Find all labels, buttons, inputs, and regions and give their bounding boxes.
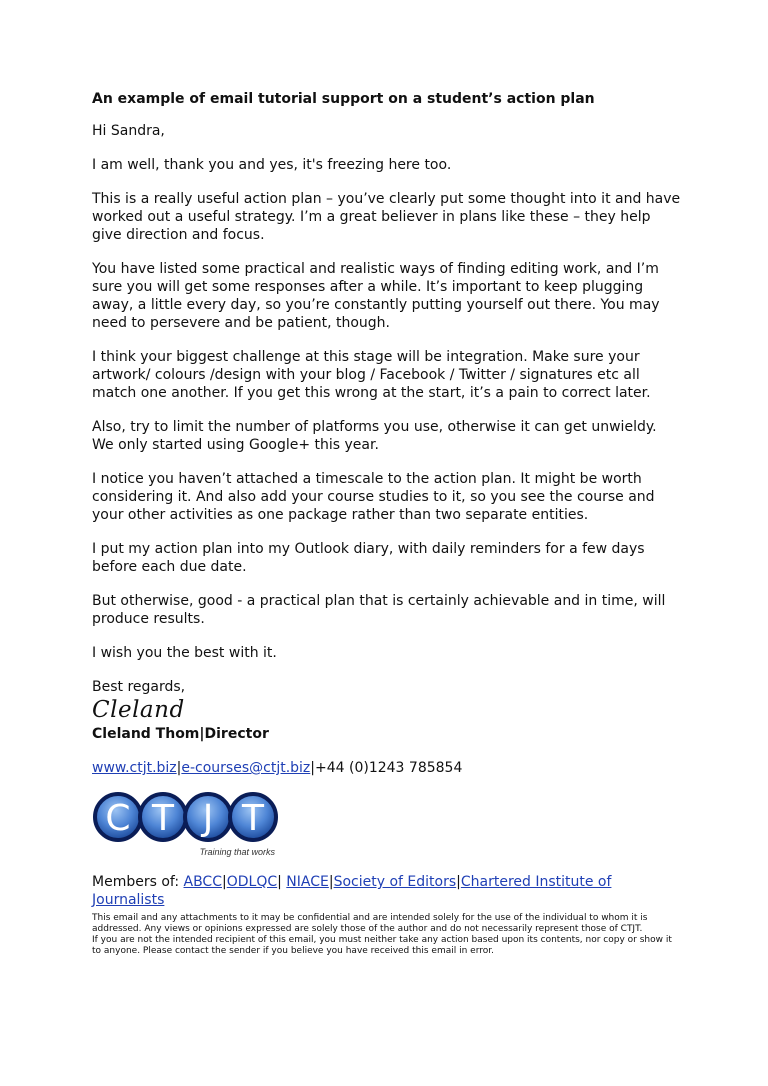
disclaimer-line-1: This email and any attachments to it may be confidential and are intended solely for the use of the individual to whom it is addressed. Any views or opinions expressed are solely those of the author and do not necessarily represent those of CTJT. [92, 913, 648, 934]
memberships-line [92, 873, 682, 909]
member-link-chartered-institute-of-journalists[interactable]: Chartered Institute of Journalists [92, 874, 612, 908]
email-link[interactable]: e-courses@ctjt.biz [181, 760, 311, 776]
sender-name-title: Cleland Thom|Director [92, 726, 269, 742]
members-separator: | [277, 874, 282, 890]
signoff: Best regards, [92, 679, 186, 695]
document-heading: An example of email tutorial support on a student’s action plan [92, 91, 595, 107]
ctjt-logo [92, 789, 282, 859]
email-disclaimer [92, 913, 682, 957]
handwritten-signature: Cleland [92, 697, 185, 723]
paragraph-7: I put my action plan into my Outlook diary, with daily reminders for a few days before each due date. [92, 541, 645, 575]
members-separator: | [456, 874, 461, 890]
members-separator: | [328, 874, 334, 890]
disclaimer-line-2: If you are not the intended recipient of this email, you must neither take any action based upon its contents, nor copy or show it to anyone. Please contact the sender if you believe you have received this email in error. [92, 935, 672, 956]
member-link-abcc[interactable]: ABCC [183, 874, 222, 890]
contact-separator: | [176, 760, 182, 776]
paragraph-1: I am well, thank you and yes, it's freezing here too. [92, 157, 452, 173]
members-label: Members of: [92, 874, 184, 890]
paragraph-6: I notice you haven’t attached a timescale to the action plan. It might be worth considering it. And also add your course studies to it, so you see the course and your other activities as one package rather than two separate entities. [92, 471, 655, 523]
paragraph-5: Also, try to limit the number of platforms you use, otherwise it can get unwieldy. We only started using Google+ this year. [92, 419, 657, 453]
phone-number: +44 (0)1243 785854 [315, 760, 463, 776]
email-document [92, 90, 682, 957]
paragraph-3: You have listed some practical and realistic ways of finding editing work, and I’m sure you will get some responses after a while. It’s important to keep plugging away, a little every day, so you’re constantly putting yourself out there. You may need to persevere and be patient, though. [92, 261, 660, 331]
paragraph-4: I think your biggest challenge at this stage will be integration. Make sure your artwork/ colours /design with your blog / Facebook / Twitter / signatures etc all match one another. If you get this wrong at the start, it’s a pain to correct later. [92, 349, 651, 401]
website-link[interactable]: www.ctjt.biz [92, 760, 177, 776]
paragraph-8: But otherwise, good - a practical plan that is certainly achievable and in time, will produce results. [92, 593, 666, 627]
member-link-society-of-editors[interactable]: Society of Editors [333, 874, 457, 890]
logo-letter: J [202, 798, 214, 839]
logo-letter: C [105, 798, 131, 839]
logo-circle-t1 [140, 794, 186, 840]
members-separator: | [222, 874, 227, 890]
logo-letter: T [152, 798, 174, 839]
logo-tagline: Training that works [199, 847, 275, 857]
contact-line [92, 759, 682, 777]
logo-letter: T [242, 798, 264, 839]
member-link-niace[interactable]: NIACE [286, 874, 329, 890]
logo-circle-j [185, 794, 231, 840]
greeting: Hi Sandra, [92, 123, 165, 139]
logo-circle-c [95, 794, 141, 840]
paragraph-9: I wish you the best with it. [92, 645, 277, 661]
logo-circle-t2 [230, 794, 276, 840]
contact-separator: | [310, 760, 315, 776]
paragraph-2: This is a really useful action plan – you’ve clearly put some thought into it and have worked out a useful strategy. I’m a great believer in plans like these – they help give direction and focus. [92, 191, 681, 243]
member-link-odlqc[interactable]: ODLQC [226, 874, 278, 890]
ctjt-logo-graphic [92, 789, 282, 859]
